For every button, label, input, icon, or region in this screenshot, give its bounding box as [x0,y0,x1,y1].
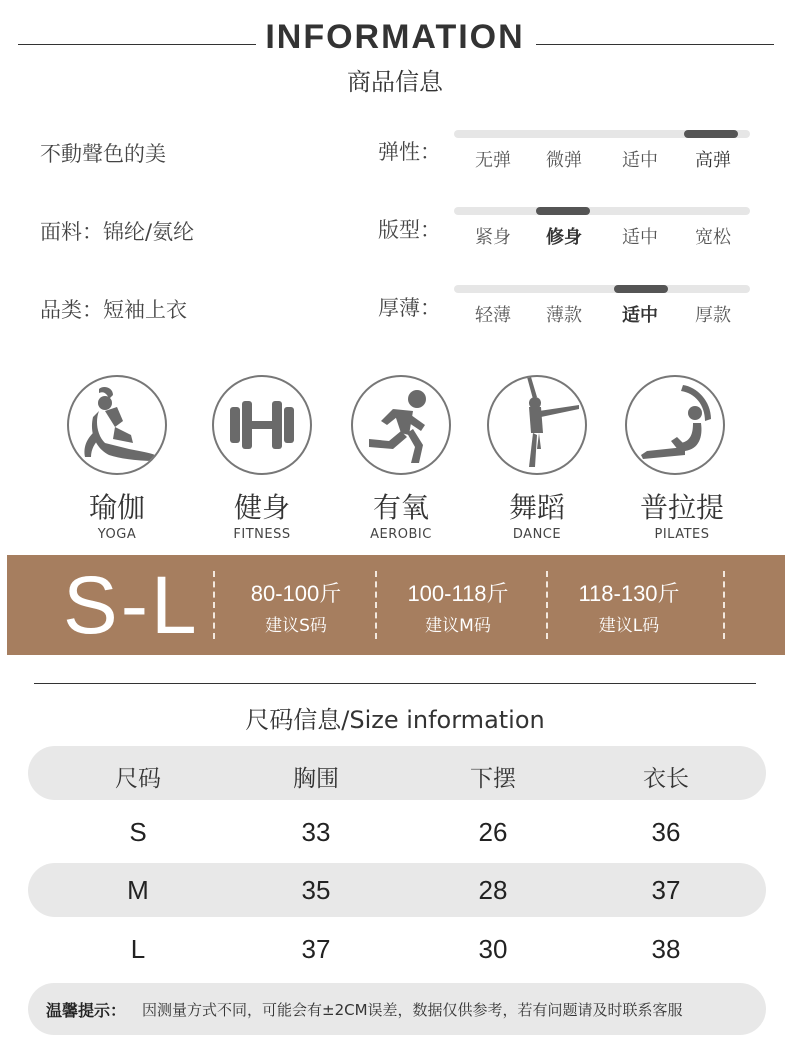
scale-option: 薄款 [546,305,582,326]
size-suggestion: 建议S码 [265,616,327,636]
table-cell: S [129,817,147,847]
table-row [28,922,766,976]
table-cell: 37 [301,934,331,964]
scale-label: 版型： [378,218,441,242]
divider [723,571,725,639]
scale-label: 厚薄： [378,296,441,320]
page-title-cn: 商品信息 [347,68,443,96]
size-suggestion: 建议L码 [598,616,660,636]
sport-label-cn: 瑜伽 [88,491,145,524]
slogan-text: 不動聲色的美 [40,142,166,166]
table-cell: 36 [651,817,681,847]
scale-option: 适中 [622,227,658,248]
scale-track [454,285,750,293]
dumbbell-icon [212,375,312,475]
pilates-pose-icon [625,375,725,475]
table-cell: M [127,875,149,905]
table-header-cell: 衣长 [643,766,689,792]
sport-label-en: AEROBIC [370,527,432,542]
measurement-note [28,983,766,1035]
note-text: 因测量方式不同，可能会有±2CM误差，数据仅供参考，若有问题请及时联系客服 [142,1001,683,1019]
divider [213,571,215,639]
table-cell: 33 [301,817,331,847]
scale-option: 宽松 [695,227,731,248]
table-header-cell: 尺码 [115,766,161,792]
table-row [28,863,766,917]
table-cell: 38 [651,934,681,964]
scale-option: 轻薄 [475,305,511,326]
fabric-text: 面料：锦纶/氨纶 [40,220,195,244]
scale-option-selected: 高弹 [695,150,731,171]
scale-option: 紧身 [475,227,511,248]
size-range: S-L [63,560,200,651]
section-rule [34,683,756,684]
scale-option: 适中 [622,150,658,171]
page-title-en: INFORMATION [265,18,525,56]
size-table-title: 尺码信息/Size information [245,706,545,734]
sport-label-en: FITNESS [233,527,291,542]
scale-option-selected: 适中 [622,305,658,326]
yoga-pose-icon [67,375,167,475]
scale-label: 弹性： [378,140,441,164]
scale-marker [614,285,668,293]
table-cell: L [130,934,146,964]
weight-range: 80-100斤 [250,581,342,606]
table-cell: 28 [478,875,508,905]
scale-option-selected: 修身 [546,227,582,248]
note-label: 温馨提示： [46,1001,127,1020]
scale-track [454,207,750,215]
divider [546,571,548,639]
table-cell: 35 [301,875,331,905]
table-header-cell: 下摆 [470,766,516,792]
sport-label-en: PILATES [654,527,710,542]
table-cell: 30 [478,934,508,964]
size-recommendation-band [7,555,785,655]
scale-option: 厚款 [695,305,731,326]
sport-label-en: YOGA [97,527,137,542]
scale-marker [536,207,590,215]
scale-option: 微弹 [546,150,582,171]
category-text: 品类：短袖上衣 [40,298,187,322]
sport-label-cn: 普拉提 [639,491,724,524]
scale-marker [684,130,738,138]
sport-label-en: DANCE [512,527,562,542]
weight-range: 100-118斤 [407,581,509,606]
table-header-cell: 胸围 [293,766,339,792]
dancer-icon [487,375,587,475]
table-cell: 26 [478,817,508,847]
table-row [28,805,766,859]
weight-range: 118-130斤 [578,581,680,606]
table-header-row [28,746,766,800]
sport-label-cn: 健身 [233,491,290,524]
sport-label-cn: 有氧 [372,491,429,524]
running-person-icon [351,375,451,475]
scale-option: 无弹 [475,150,511,171]
scale-track [454,130,750,138]
table-cell: 37 [651,875,681,905]
divider [375,571,377,639]
size-suggestion: 建议M码 [425,616,491,636]
sport-label-cn: 舞蹈 [508,491,565,524]
